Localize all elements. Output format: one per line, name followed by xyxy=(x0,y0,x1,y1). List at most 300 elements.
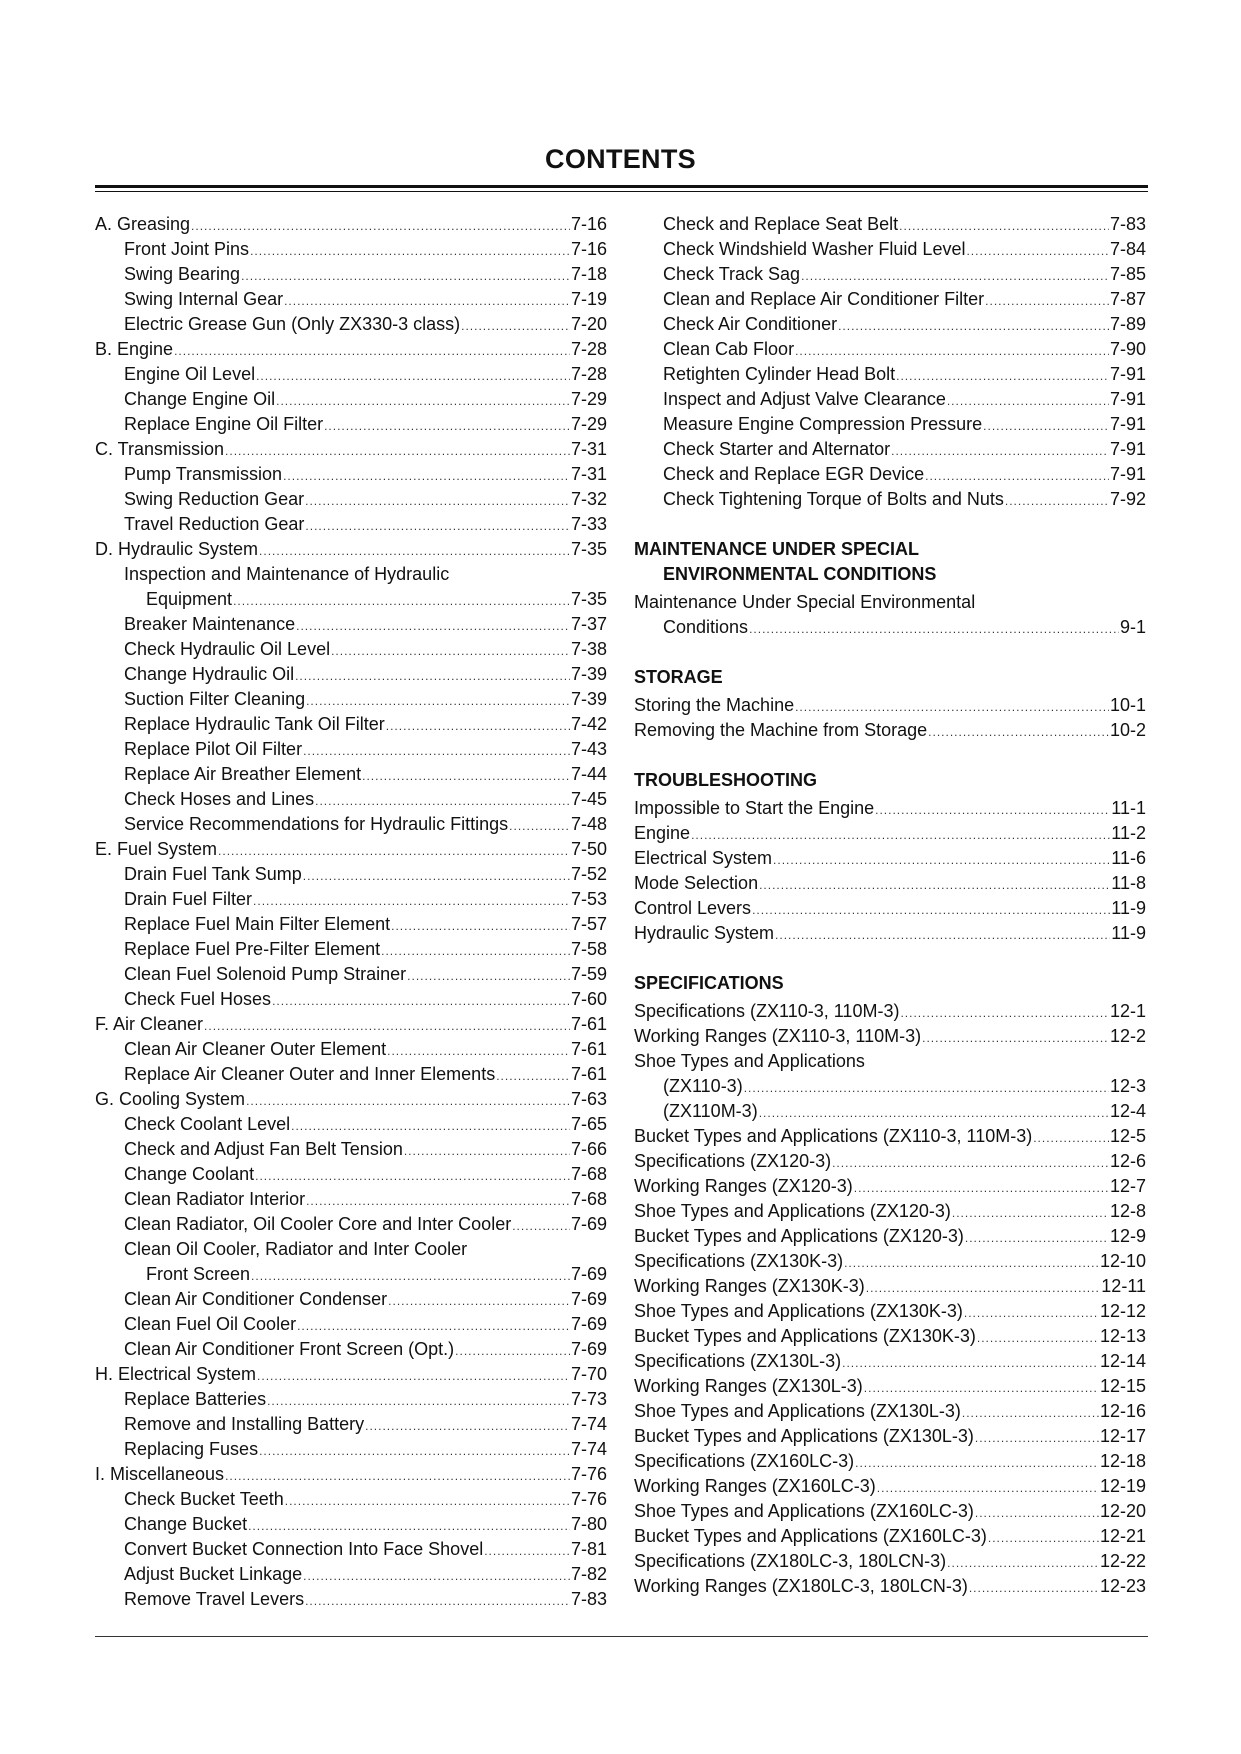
dot-leader xyxy=(891,439,1109,464)
toc-entry[interactable] xyxy=(95,612,607,637)
toc-entry[interactable] xyxy=(95,1112,607,1137)
toc-entry-text: Check and Adjust Fan Belt Tension xyxy=(124,1139,403,1159)
toc-entry-page: 7-76 xyxy=(570,1464,607,1484)
toc-entry[interactable] xyxy=(634,262,1146,287)
toc-entry[interactable] xyxy=(95,1437,607,1462)
dot-leader xyxy=(1033,1126,1109,1151)
toc-entry-text: Shoe Types and Applications (ZX160LC-3) xyxy=(634,1501,974,1521)
toc-entry-text: Replace Pilot Oil Filter xyxy=(124,739,303,759)
toc-entry[interactable] xyxy=(95,937,607,962)
toc-entry-page: 12-3 xyxy=(1109,1076,1146,1096)
toc-entry[interactable] xyxy=(95,1287,607,1312)
dot-leader xyxy=(744,1076,1109,1101)
toc-entry[interactable] xyxy=(95,737,607,762)
toc-entry[interactable] xyxy=(95,1012,607,1037)
toc-entry[interactable] xyxy=(634,1399,1146,1424)
toc-entry-text: Specifications (ZX120-3) xyxy=(634,1151,832,1171)
toc-entry-text: Working Ranges (ZX120-3) xyxy=(634,1176,853,1196)
dot-leader xyxy=(276,389,570,414)
dot-leader xyxy=(801,264,1109,289)
dot-leader xyxy=(900,1001,1109,1026)
toc-entry[interactable] xyxy=(95,1337,607,1362)
toc-entry[interactable] xyxy=(95,837,607,862)
dot-leader xyxy=(225,439,570,464)
toc-entry[interactable] xyxy=(95,412,607,437)
dot-leader xyxy=(952,1201,1109,1226)
toc-entry-text: Retighten Cylinder Head Bolt xyxy=(663,364,896,384)
dot-leader xyxy=(966,239,1109,264)
toc-entry[interactable] xyxy=(634,1049,1146,1074)
toc-entry-page: 7-45 xyxy=(570,789,607,809)
toc-entry-text: Check Windshield Washer Fluid Level xyxy=(663,239,966,259)
toc-entry[interactable] xyxy=(95,387,607,412)
toc-entry-text: Clean Fuel Oil Cooler xyxy=(124,1314,297,1334)
toc-entry-page: 12-4 xyxy=(1109,1101,1146,1121)
toc-entry-page: 7-70 xyxy=(570,1364,607,1384)
toc-entry[interactable] xyxy=(634,1174,1146,1199)
dot-leader xyxy=(795,339,1109,364)
toc-entry[interactable] xyxy=(95,287,607,312)
dot-leader xyxy=(455,1339,570,1364)
toc-entry[interactable] xyxy=(634,1524,1146,1549)
dot-leader xyxy=(461,314,570,339)
toc-entry[interactable] xyxy=(95,762,607,787)
left-toc-column xyxy=(95,212,607,1612)
toc-entry-text: Check Hoses and Lines xyxy=(124,789,315,809)
toc-entry-text: Check Air Conditioner xyxy=(663,314,838,334)
toc-entry[interactable] xyxy=(95,312,607,337)
toc-entry-page: 7-60 xyxy=(570,989,607,1009)
toc-entry[interactable] xyxy=(95,862,607,887)
toc-entry-text: Swing Internal Gear xyxy=(124,289,284,309)
toc-entry-text: Hydraulic System xyxy=(634,923,775,943)
toc-entry-page: 7-81 xyxy=(570,1539,607,1559)
toc-entry-text: Travel Reduction Gear xyxy=(124,514,305,534)
dot-leader xyxy=(305,514,570,539)
section-heading-specifications: SPECIFICATIONS xyxy=(634,973,784,993)
toc-entry[interactable] xyxy=(634,1124,1146,1149)
toc-entry-text: Replace Fuel Main Filter Element xyxy=(124,914,391,934)
toc-entry[interactable] xyxy=(95,362,607,387)
toc-entry-page: 7-35 xyxy=(570,589,607,609)
toc-entry[interactable] xyxy=(95,537,607,562)
toc-entry-text: Replacing Fuses xyxy=(124,1439,259,1459)
toc-entry-page: 7-16 xyxy=(570,214,607,234)
toc-entry-page: 7-91 xyxy=(1109,464,1146,484)
toc-entry[interactable] xyxy=(95,1512,607,1537)
toc-entry-page: 7-69 xyxy=(570,1264,607,1284)
toc-entry-text: Change Engine Oil xyxy=(124,389,276,409)
toc-entry[interactable] xyxy=(634,237,1146,262)
toc-entry-text: Check Fuel Hoses xyxy=(124,989,272,1009)
toc-entry-text: Engine Oil Level xyxy=(124,364,256,384)
toc-entry-text: Replace Fuel Pre-Filter Element xyxy=(124,939,381,959)
section-heading-maintenance-special: MAINTENANCE UNDER SPECIAL xyxy=(634,539,920,559)
toc-entry-text: Shoe Types and Applications xyxy=(634,1051,865,1071)
toc-entry-text: Bucket Types and Applications (ZX160LC-3) xyxy=(634,1526,987,1546)
dot-leader xyxy=(775,923,1110,948)
toc-entry[interactable] xyxy=(95,487,607,512)
dot-leader xyxy=(259,539,570,564)
toc-entry-text: Convert Bucket Connection Into Face Shovel xyxy=(124,1539,484,1559)
title-rule-thick xyxy=(95,185,1148,188)
dot-leader xyxy=(296,614,570,639)
toc-entry[interactable] xyxy=(634,1349,1146,1374)
toc-entry-text: Mode Selection xyxy=(634,873,759,893)
dot-leader xyxy=(303,864,570,889)
toc-entry-page: 7-38 xyxy=(570,639,607,659)
toc-entry[interactable] xyxy=(95,1212,607,1237)
toc-entry[interactable] xyxy=(634,1424,1146,1449)
dot-leader xyxy=(259,1439,570,1464)
toc-entry-text: Clean Air Cleaner Outer Element xyxy=(124,1039,387,1059)
toc-entry-text: Working Ranges (ZX130L-3) xyxy=(634,1376,863,1396)
toc-entry-page: 12-14 xyxy=(1099,1351,1146,1371)
dot-leader xyxy=(864,1376,1099,1401)
toc-entry-page: 7-68 xyxy=(570,1164,607,1184)
dot-leader xyxy=(306,689,570,714)
toc-entry-text: Shoe Types and Applications (ZX130L-3) xyxy=(634,1401,961,1421)
dot-leader xyxy=(253,889,570,914)
toc-entry-text: Maintenance Under Special Environmental xyxy=(634,592,976,612)
toc-entry[interactable] xyxy=(634,437,1146,462)
dot-leader xyxy=(844,1251,1099,1276)
toc-entry-page: 7-92 xyxy=(1109,489,1146,509)
toc-entry[interactable] xyxy=(634,796,1146,821)
section-heading-storage: STORAGE xyxy=(634,667,723,687)
dot-leader xyxy=(391,914,570,939)
dot-leader xyxy=(295,664,570,689)
toc-entry[interactable] xyxy=(95,1537,607,1562)
toc-entry-page: 7-19 xyxy=(570,289,607,309)
toc-entry-text: Replace Engine Oil Filter xyxy=(124,414,324,434)
toc-entry-text: I. Miscellaneous xyxy=(95,1464,225,1484)
toc-entry[interactable] xyxy=(95,512,607,537)
toc-entry-page: 7-91 xyxy=(1109,389,1146,409)
toc-entry-page: 7-91 xyxy=(1109,439,1146,459)
toc-entry[interactable] xyxy=(634,1249,1146,1274)
toc-entry-page: 7-43 xyxy=(570,739,607,759)
toc-entry[interactable] xyxy=(634,1199,1146,1224)
dot-leader xyxy=(749,617,1119,642)
toc-entry-page: 7-74 xyxy=(570,1414,607,1434)
toc-entry[interactable] xyxy=(634,718,1146,743)
toc-entry-text: Clean Air Conditioner Condenser xyxy=(124,1289,388,1309)
toc-entry-page: 12-7 xyxy=(1109,1176,1146,1196)
toc-entry-text: Clean Oil Cooler, Radiator and Inter Cooler xyxy=(124,1239,468,1259)
dot-leader xyxy=(896,364,1109,389)
toc-entry-continued[interactable] xyxy=(634,590,1146,615)
toc-entry-page: 7-28 xyxy=(570,339,607,359)
dot-leader xyxy=(875,798,1110,823)
toc-entry[interactable] xyxy=(95,1312,607,1337)
toc-entry[interactable] xyxy=(95,1237,607,1262)
dot-leader xyxy=(388,1289,570,1314)
dot-leader xyxy=(305,489,570,514)
toc-entry[interactable] xyxy=(634,693,1146,718)
toc-entry[interactable] xyxy=(634,1499,1146,1524)
toc-entry-page: 7-69 xyxy=(570,1289,607,1309)
specifications-list xyxy=(634,999,1146,1599)
toc-entry[interactable] xyxy=(634,362,1146,387)
dot-leader xyxy=(854,1176,1109,1201)
dot-leader xyxy=(759,1101,1109,1126)
dot-leader xyxy=(512,1214,570,1239)
toc-entry-text: Drain Fuel Filter xyxy=(124,889,253,909)
toc-entry[interactable] xyxy=(95,337,607,362)
dot-leader xyxy=(225,1464,570,1489)
toc-entry-text: Conditions xyxy=(663,617,749,637)
toc-entry-page: 12-19 xyxy=(1099,1476,1146,1496)
toc-entry-text: Storing the Machine xyxy=(634,695,795,715)
toc-entry-text: Replace Air Breather Element xyxy=(124,764,362,784)
dot-leader xyxy=(324,414,570,439)
dot-leader xyxy=(246,1089,570,1114)
dot-leader xyxy=(174,339,570,364)
toc-entry[interactable] xyxy=(95,262,607,287)
toc-entry-text: Working Ranges (ZX110-3, 110M-3) xyxy=(634,1026,922,1046)
dot-leader xyxy=(306,1189,570,1214)
toc-entry-page: 7-76 xyxy=(570,1489,607,1509)
dot-leader xyxy=(1005,489,1109,514)
toc-entry[interactable] xyxy=(95,812,607,837)
toc-entry[interactable] xyxy=(95,787,607,812)
toc-entry-text: Breaker Maintenance xyxy=(124,614,296,634)
dot-leader xyxy=(795,695,1109,720)
dot-leader xyxy=(947,1551,1099,1576)
dot-leader xyxy=(877,1476,1099,1501)
toc-entry[interactable] xyxy=(634,1374,1146,1399)
toc-entry[interactable] xyxy=(95,637,607,662)
toc-entry-page: 12-22 xyxy=(1099,1551,1146,1571)
toc-entry-page: 11-1 xyxy=(1111,798,1146,818)
toc-entry[interactable] xyxy=(95,662,607,687)
toc-entry-page: 7-44 xyxy=(570,764,607,784)
dot-leader xyxy=(983,414,1109,439)
toc-entry[interactable] xyxy=(95,962,607,987)
toc-entry-page: 12-6 xyxy=(1109,1151,1146,1171)
toc-entry-page: 12-15 xyxy=(1099,1376,1146,1396)
section-heading-maintenance-special-line2: ENVIRONMENTAL CONDITIONS xyxy=(663,564,937,584)
toc-entry-page: 9-1 xyxy=(1119,617,1146,637)
toc-entry[interactable] xyxy=(634,1224,1146,1249)
toc-entry[interactable] xyxy=(95,1412,607,1437)
toc-entry[interactable] xyxy=(95,237,607,262)
toc-entry-page: 11-9 xyxy=(1111,923,1146,943)
toc-entry-text: Change Bucket xyxy=(124,1514,248,1534)
toc-entry-text: Engine xyxy=(634,823,691,843)
toc-entry-text: Remove Travel Levers xyxy=(124,1589,305,1609)
toc-entry[interactable] xyxy=(95,212,607,237)
toc-entry[interactable] xyxy=(634,1549,1146,1574)
toc-entry-text: Change Coolant xyxy=(124,1164,255,1184)
toc-entry[interactable] xyxy=(95,687,607,712)
toc-entry[interactable] xyxy=(634,871,1146,896)
toc-entry[interactable] xyxy=(634,1449,1146,1474)
toc-entry[interactable] xyxy=(634,846,1146,871)
toc-entry[interactable] xyxy=(634,821,1146,846)
dot-leader xyxy=(496,1064,570,1089)
toc-entry[interactable] xyxy=(634,487,1146,512)
toc-entry-page: 7-83 xyxy=(570,1589,607,1609)
right-toc-column xyxy=(634,212,1146,1599)
toc-entry[interactable] xyxy=(634,1074,1146,1099)
toc-entry-text: Check Tightening Torque of Bolts and Nuts xyxy=(663,489,1004,509)
toc-entry[interactable] xyxy=(634,412,1146,437)
toc-entry[interactable] xyxy=(634,1149,1146,1174)
toc-entry[interactable] xyxy=(95,1062,607,1087)
toc-entry[interactable] xyxy=(95,437,607,462)
toc-entry-text: Check Starter and Alternator xyxy=(663,439,891,459)
toc-entry[interactable] xyxy=(634,896,1146,921)
toc-entry-text: Specifications (ZX130K-3) xyxy=(634,1251,844,1271)
toc-entry[interactable] xyxy=(95,712,607,737)
toc-entry-page: 12-8 xyxy=(1109,1201,1146,1221)
toc-entry-page: 7-52 xyxy=(570,864,607,884)
toc-entry-text: Specifications (ZX110-3, 110M-3) xyxy=(634,1001,900,1021)
toc-entry-page: 7-50 xyxy=(570,839,607,859)
toc-entry-page: 7-31 xyxy=(570,439,607,459)
toc-entry[interactable] xyxy=(634,1474,1146,1499)
toc-entry-page: 7-83 xyxy=(1109,214,1146,234)
dot-leader xyxy=(965,1226,1109,1251)
dot-leader xyxy=(297,1314,570,1339)
toc-entry-page: 12-12 xyxy=(1099,1301,1146,1321)
toc-entry[interactable] xyxy=(634,1274,1146,1299)
toc-entry-text: Replace Air Cleaner Outer and Inner Elements xyxy=(124,1064,496,1084)
toc-entry-page: 7-69 xyxy=(570,1314,607,1334)
toc-entry-text: Adjust Bucket Linkage xyxy=(124,1564,303,1584)
toc-entry[interactable] xyxy=(634,212,1146,237)
toc-entry[interactable] xyxy=(95,1387,607,1412)
toc-entry-page: 7-32 xyxy=(570,489,607,509)
toc-entry-page: 11-2 xyxy=(1111,823,1146,843)
toc-entry-page: 12-10 xyxy=(1099,1251,1146,1271)
toc-entry-text: Remove and Installing Battery xyxy=(124,1414,365,1434)
toc-entry[interactable] xyxy=(95,1462,607,1487)
toc-entry[interactable] xyxy=(95,1587,607,1612)
dot-leader xyxy=(272,989,570,1014)
dot-leader xyxy=(691,823,1110,848)
toc-entry-text: Specifications (ZX160LC-3) xyxy=(634,1451,855,1471)
toc-entry-text: B. Engine xyxy=(95,339,174,359)
toc-entry-text: Impossible to Start the Engine xyxy=(634,798,875,818)
section-heading-troubleshooting: TROUBLESHOOTING xyxy=(634,770,817,790)
toc-entry[interactable] xyxy=(634,337,1146,362)
toc-entry[interactable] xyxy=(95,1187,607,1212)
dot-leader xyxy=(964,1301,1099,1326)
toc-entry-page: 7-28 xyxy=(570,364,607,384)
toc-entry-text: Working Ranges (ZX130K-3) xyxy=(634,1276,865,1296)
toc-entry-text: Electric Grease Gun (Only ZX330-3 class) xyxy=(124,314,461,334)
toc-entry-page: 12-20 xyxy=(1099,1501,1146,1521)
toc-entry-text: Clean Fuel Solenoid Pump Strainer xyxy=(124,964,407,984)
dot-leader xyxy=(899,214,1109,239)
toc-entry-text: G. Cooling System xyxy=(95,1089,246,1109)
dot-leader xyxy=(251,1264,570,1289)
toc-entry[interactable] xyxy=(634,999,1146,1024)
toc-entry[interactable] xyxy=(634,462,1146,487)
toc-entry[interactable] xyxy=(95,462,607,487)
toc-entry-text: Drain Fuel Tank Sump xyxy=(124,864,302,884)
dot-leader xyxy=(283,464,570,489)
dot-leader xyxy=(315,789,570,814)
toc-entry[interactable] xyxy=(634,1324,1146,1349)
toc-entry-page: 7-61 xyxy=(570,1014,607,1034)
toc-entry[interactable] xyxy=(95,1487,607,1512)
toc-entry[interactable] xyxy=(634,312,1146,337)
dot-leader xyxy=(759,873,1110,898)
toc-entry-page: 7-66 xyxy=(570,1139,607,1159)
dot-leader xyxy=(284,289,570,314)
toc-entry-text: E. Fuel System xyxy=(95,839,218,859)
dot-leader xyxy=(285,1489,570,1514)
toc-entry[interactable] xyxy=(634,1574,1146,1599)
dot-leader xyxy=(975,1426,1099,1451)
toc-entry-text: Inspection and Maintenance of Hydraulic xyxy=(124,564,450,584)
toc-entry-text: F. Air Cleaner xyxy=(95,1014,204,1034)
dot-leader xyxy=(255,1164,570,1189)
toc-entry-page: 11-8 xyxy=(1111,873,1146,893)
toc-entry[interactable] xyxy=(95,1362,607,1387)
toc-entry-text: Bucket Types and Applications (ZX130K-3) xyxy=(634,1326,976,1346)
maintenance-continued-list xyxy=(634,212,1146,512)
toc-entry-text: Front Screen xyxy=(146,1264,251,1284)
toc-entry[interactable] xyxy=(95,1137,607,1162)
dot-leader xyxy=(404,1139,570,1164)
toc-entry[interactable] xyxy=(95,1037,607,1062)
toc-entry[interactable] xyxy=(95,1562,607,1587)
toc-entry[interactable] xyxy=(634,1299,1146,1324)
toc-entry[interactable] xyxy=(95,1087,607,1112)
toc-entry[interactable] xyxy=(634,387,1146,412)
toc-entry[interactable] xyxy=(95,1162,607,1187)
toc-entry-page: 7-82 xyxy=(570,1564,607,1584)
dot-leader xyxy=(233,589,570,614)
dot-leader xyxy=(509,814,570,839)
toc-entry[interactable] xyxy=(95,987,607,1012)
toc-entry[interactable] xyxy=(634,1099,1146,1124)
toc-entry-text: Electrical System xyxy=(634,848,773,868)
toc-entry[interactable] xyxy=(634,615,1146,640)
toc-entry-page: 12-2 xyxy=(1109,1026,1146,1046)
toc-entry-page: 7-73 xyxy=(570,1389,607,1409)
toc-entry-page: 12-21 xyxy=(1099,1526,1146,1546)
dot-leader xyxy=(191,214,570,239)
toc-entry[interactable] xyxy=(95,562,607,587)
dot-leader xyxy=(928,720,1109,745)
toc-entry-text: Check Coolant Level xyxy=(124,1114,291,1134)
toc-entry-text: Shoe Types and Applications (ZX130K-3) xyxy=(634,1301,963,1321)
dot-leader xyxy=(365,1414,570,1439)
toc-entry-text: Check and Replace Seat Belt xyxy=(663,214,899,234)
dot-leader xyxy=(484,1539,570,1564)
toc-entry-page: 7-39 xyxy=(570,664,607,684)
toc-entry[interactable] xyxy=(95,1262,607,1287)
toc-entry[interactable] xyxy=(95,912,607,937)
toc-entry[interactable] xyxy=(634,1024,1146,1049)
toc-entry-page: 7-35 xyxy=(570,539,607,559)
dot-leader xyxy=(241,264,570,289)
toc-entry[interactable] xyxy=(634,921,1146,946)
toc-entry-page: 12-13 xyxy=(1099,1326,1146,1346)
toc-entry-page: 7-48 xyxy=(570,814,607,834)
toc-entry-page: 7-58 xyxy=(570,939,607,959)
toc-entry[interactable] xyxy=(95,587,607,612)
toc-entry[interactable] xyxy=(634,287,1146,312)
storage-list xyxy=(634,693,1146,743)
toc-entry[interactable] xyxy=(95,887,607,912)
